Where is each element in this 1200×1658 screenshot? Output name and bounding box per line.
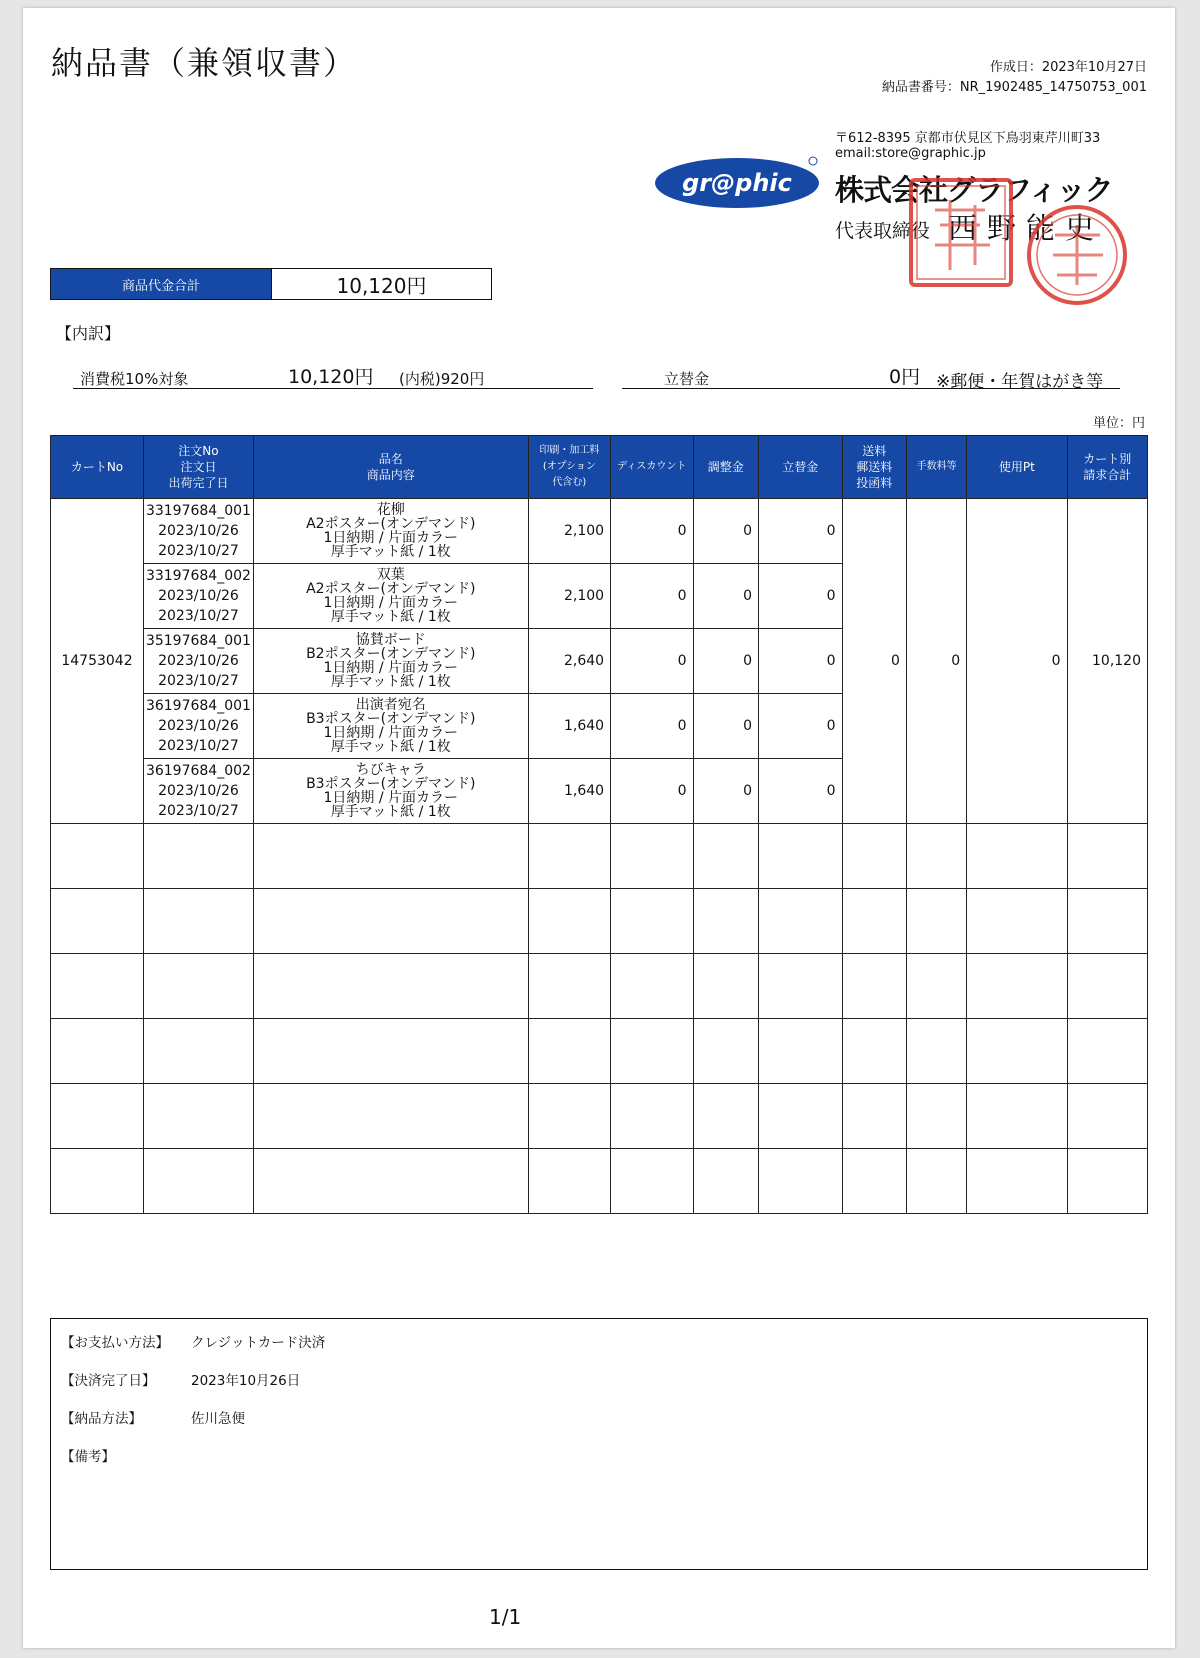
empty-cell: [1067, 954, 1147, 1019]
header-shipping: 送料 郵送料 投函料: [842, 436, 906, 499]
company-name: 株式会社グラフィック: [835, 173, 1113, 207]
header-advance: 立替金: [759, 436, 842, 499]
advance-note: ※郵便・年賀はがき等: [936, 372, 1104, 392]
advance-label: 立替金: [664, 370, 710, 388]
adjustment-cell: 0: [693, 694, 759, 759]
empty-cell: [253, 889, 528, 954]
tax-target-label: 消費税10%対象: [80, 370, 189, 388]
header-order: 注文No 注文日 出荷完了日: [144, 436, 254, 499]
empty-cell: [528, 824, 610, 889]
empty-cell: [759, 954, 842, 1019]
empty-cell: [1067, 889, 1147, 954]
empty-cell: [51, 889, 144, 954]
unit-note: 単位：円: [1092, 416, 1145, 431]
empty-cell: [693, 1084, 759, 1149]
advance-cell: 0: [759, 629, 842, 694]
empty-row: [51, 1084, 1148, 1149]
empty-cell: [253, 1149, 528, 1214]
empty-cell: [693, 824, 759, 889]
order-cell: 36197684_002 2023/10/26 2023/10/27: [144, 759, 254, 824]
grand-total-box: [50, 268, 492, 300]
header-discount: ディスカウント: [611, 436, 693, 499]
empty-cell: [967, 1084, 1067, 1149]
empty-cell: [51, 824, 144, 889]
header-print-fee: 印刷・加工料 (オプション 代含む): [528, 436, 610, 499]
empty-cell: [528, 889, 610, 954]
empty-cell: [611, 889, 693, 954]
delivery-method-row: 【納品方法】 佐川急便: [61, 1411, 245, 1427]
tax-target-amount: 10,120円: [288, 366, 374, 388]
graphic-logo: [653, 153, 823, 211]
empty-cell: [528, 1084, 610, 1149]
empty-cell: [967, 954, 1067, 1019]
empty-cell: [906, 1084, 966, 1149]
empty-cell: [842, 1084, 906, 1149]
company-seal-stamp: [905, 170, 1130, 310]
empty-row: [51, 954, 1148, 1019]
empty-cell: [693, 1149, 759, 1214]
remarks-row: 【備考】: [61, 1449, 115, 1465]
settlement-date-row: 【決済完了日】 2023年10月26日: [61, 1373, 301, 1389]
adjustment-cell: 0: [693, 564, 759, 629]
company-email: email:store@graphic.jp: [835, 146, 986, 161]
points-cell: 0: [967, 499, 1067, 824]
item-cell: 花柳 A2ポスター(オンデマンド) 1日納期 / 片面カラー 厚手マット紙 / 1枚: [253, 499, 528, 564]
empty-cell: [253, 1084, 528, 1149]
representative-title: 代表取締役: [835, 220, 931, 242]
table-header-row: [51, 436, 1148, 499]
empty-cell: [144, 954, 254, 1019]
order-cell: 33197684_002 2023/10/26 2023/10/27: [144, 564, 254, 629]
advance-cell: 0: [759, 759, 842, 824]
empty-cell: [253, 1019, 528, 1084]
table-row: [51, 499, 1148, 564]
header-cart-total: カート別 請求合計: [1067, 436, 1147, 499]
empty-row: [51, 1019, 1148, 1084]
empty-cell: [842, 954, 906, 1019]
grand-total-label: 商品代金合計: [51, 269, 271, 299]
grand-total-value: 10,120円: [271, 269, 491, 299]
discount-cell: 0: [611, 564, 693, 629]
empty-cell: [693, 1019, 759, 1084]
created-date: 作成日：2023年10月27日: [989, 60, 1147, 75]
print-fee-cell: 1,640: [528, 759, 610, 824]
empty-cell: [144, 1019, 254, 1084]
adjustment-cell: 0: [693, 499, 759, 564]
advance-cell: 0: [759, 564, 842, 629]
empty-cell: [51, 1019, 144, 1084]
empty-cell: [906, 954, 966, 1019]
item-cell: 出演者宛名 B3ポスター(オンデマンド) 1日納期 / 片面カラー 厚手マット紙 / 1枚: [253, 694, 528, 759]
discount-cell: 0: [611, 759, 693, 824]
empty-cell: [967, 1149, 1067, 1214]
adjustment-cell: 0: [693, 759, 759, 824]
page-number: 1/1: [489, 1605, 522, 1629]
order-cell: 35197684_001 2023/10/26 2023/10/27: [144, 629, 254, 694]
logo-text: gr@phic: [682, 169, 792, 197]
discount-cell: 0: [611, 499, 693, 564]
tax-included-amount: (内税)920円: [399, 370, 485, 388]
order-cell: 33197684_001 2023/10/26 2023/10/27: [144, 499, 254, 564]
empty-row: [51, 1149, 1148, 1214]
advance-cell: 0: [759, 499, 842, 564]
empty-cell: [759, 1084, 842, 1149]
empty-cell: [967, 824, 1067, 889]
item-cell: ちびキャラ B3ポスター(オンデマンド) 1日納期 / 片面カラー 厚手マット紙 / 1枚: [253, 759, 528, 824]
print-fee-cell: 2,100: [528, 564, 610, 629]
item-cell: 協賛ボード B2ポスター(オンデマンド) 1日納期 / 片面カラー 厚手マット紙 / 1枚: [253, 629, 528, 694]
empty-cell: [51, 1084, 144, 1149]
empty-cell: [906, 824, 966, 889]
empty-cell: [51, 1149, 144, 1214]
empty-cell: [611, 1019, 693, 1084]
document-number: 納品書番号：NR_1902485_14750753_001: [881, 80, 1147, 95]
cart-no-cell: 14753042: [51, 499, 144, 824]
empty-row: [51, 824, 1148, 889]
document-page: [23, 8, 1175, 1648]
header-fee: 手数料等: [906, 436, 966, 499]
fee-cell: 0: [906, 499, 966, 824]
discount-cell: 0: [611, 694, 693, 759]
header-item: 品名 商品内容: [253, 436, 528, 499]
advance-cell: 0: [759, 694, 842, 759]
empty-cell: [842, 889, 906, 954]
item-cell: 双葉 A2ポスター(オンデマンド) 1日納期 / 片面カラー 厚手マット紙 / 1枚: [253, 564, 528, 629]
empty-cell: [144, 889, 254, 954]
header-cart-no: カートNo: [51, 436, 144, 499]
empty-cell: [144, 1149, 254, 1214]
empty-cell: [528, 1149, 610, 1214]
empty-cell: [759, 889, 842, 954]
empty-cell: [842, 824, 906, 889]
representative-name: 西野能史: [948, 211, 1105, 245]
empty-cell: [906, 889, 966, 954]
empty-cell: [759, 1149, 842, 1214]
empty-cell: [906, 1149, 966, 1214]
empty-cell: [693, 889, 759, 954]
payment-info-box: [50, 1318, 1148, 1570]
empty-cell: [1067, 1019, 1147, 1084]
shipping-cell: 0: [842, 499, 906, 824]
discount-cell: 0: [611, 629, 693, 694]
empty-cell: [144, 824, 254, 889]
empty-cell: [693, 954, 759, 1019]
print-fee-cell: 2,640: [528, 629, 610, 694]
header-points: 使用Pt: [967, 436, 1067, 499]
empty-cell: [842, 1149, 906, 1214]
advance-underline: [622, 388, 1120, 389]
empty-cell: [1067, 1149, 1147, 1214]
empty-cell: [253, 824, 528, 889]
empty-cell: [906, 1019, 966, 1084]
empty-cell: [759, 1019, 842, 1084]
adjustment-cell: 0: [693, 629, 759, 694]
empty-cell: [253, 954, 528, 1019]
empty-cell: [528, 1019, 610, 1084]
empty-cell: [611, 1149, 693, 1214]
items-table: [50, 435, 1148, 1214]
empty-cell: [967, 1019, 1067, 1084]
empty-cell: [611, 824, 693, 889]
empty-cell: [759, 824, 842, 889]
breakdown-heading: 【内訳】: [56, 324, 121, 343]
header-adjustment: 調整金: [693, 436, 759, 499]
order-cell: 36197684_001 2023/10/26 2023/10/27: [144, 694, 254, 759]
empty-cell: [842, 1019, 906, 1084]
cart-total-cell: 10,120: [1067, 499, 1147, 824]
empty-cell: [528, 954, 610, 1019]
empty-cell: [611, 954, 693, 1019]
empty-cell: [144, 1084, 254, 1149]
print-fee-cell: 1,640: [528, 694, 610, 759]
document-title: 納品書（兼領収書）: [51, 44, 358, 82]
empty-cell: [1067, 1084, 1147, 1149]
payment-method-row: 【お支払い方法】 クレジットカード決済: [61, 1335, 326, 1351]
company-address: 〒612-8395 京都市伏見区下鳥羽東芹川町33: [835, 131, 1101, 146]
tax-underline: [73, 388, 593, 389]
advance-amount: 0円: [889, 366, 921, 388]
print-fee-cell: 2,100: [528, 499, 610, 564]
empty-cell: [1067, 824, 1147, 889]
empty-cell: [51, 954, 144, 1019]
empty-row: [51, 889, 1148, 954]
empty-cell: [611, 1084, 693, 1149]
empty-cell: [967, 889, 1067, 954]
